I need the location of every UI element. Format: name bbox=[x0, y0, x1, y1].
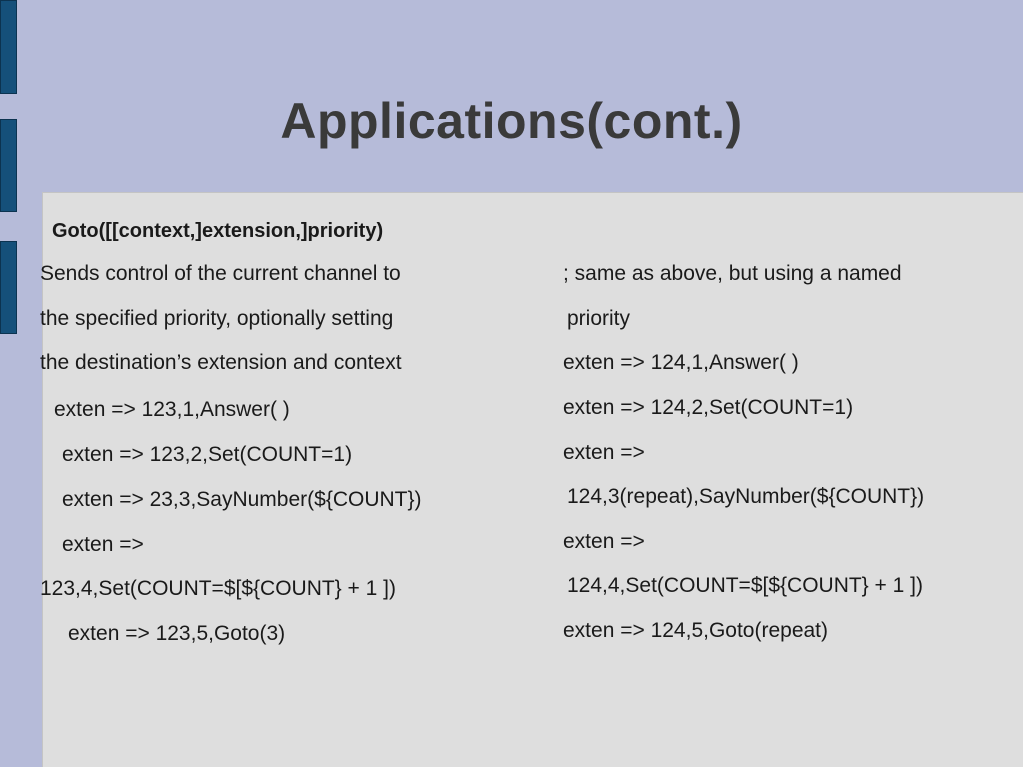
left-line-3: the destination’s extension and context bbox=[40, 351, 402, 374]
decorative-side-bar-bottom bbox=[0, 241, 17, 334]
left-code-line-2: exten => 123,2,Set(COUNT=1) bbox=[62, 443, 353, 466]
right-code-line-1: exten => 124,1,Answer( ) bbox=[563, 351, 799, 374]
left-line-1: Sends control of the current channel to bbox=[40, 262, 401, 285]
right-code-line-4: 124,3(repeat),SayNumber(${COUNT}) bbox=[567, 485, 925, 508]
decorative-side-bar-top bbox=[0, 0, 17, 94]
left-code-line-6: exten => 123,5,Goto(3) bbox=[68, 622, 286, 645]
right-code-line-5: exten => bbox=[563, 530, 645, 553]
slide-title: Applications(cont.) bbox=[280, 93, 743, 149]
left-code-line-1: exten => 123,1,Answer( ) bbox=[54, 398, 290, 421]
right-code-line-6: 124,4,Set(COUNT=$[${COUNT} + 1 ]) bbox=[567, 574, 923, 597]
left-code-line-5: 123,4,Set(COUNT=$[${COUNT} + 1 ]) bbox=[40, 577, 396, 600]
left-code-line-3: exten => 23,3,SayNumber(${COUNT}) bbox=[62, 488, 422, 511]
right-code-line-2: exten => 124,2,Set(COUNT=1) bbox=[563, 396, 854, 419]
left-line-2: the specified priority, optionally setting bbox=[40, 307, 394, 330]
right-code-line-7: exten => 124,5,Goto(repeat) bbox=[563, 619, 829, 642]
right-comment-line-2: priority bbox=[567, 307, 631, 330]
syntax-heading: Goto([[context,]extension,]priority) bbox=[52, 220, 384, 242]
left-code-line-4: exten => bbox=[62, 533, 144, 556]
right-code-line-3: exten => bbox=[563, 441, 645, 464]
right-comment-line-1: ; same as above, but using a named bbox=[563, 262, 902, 285]
